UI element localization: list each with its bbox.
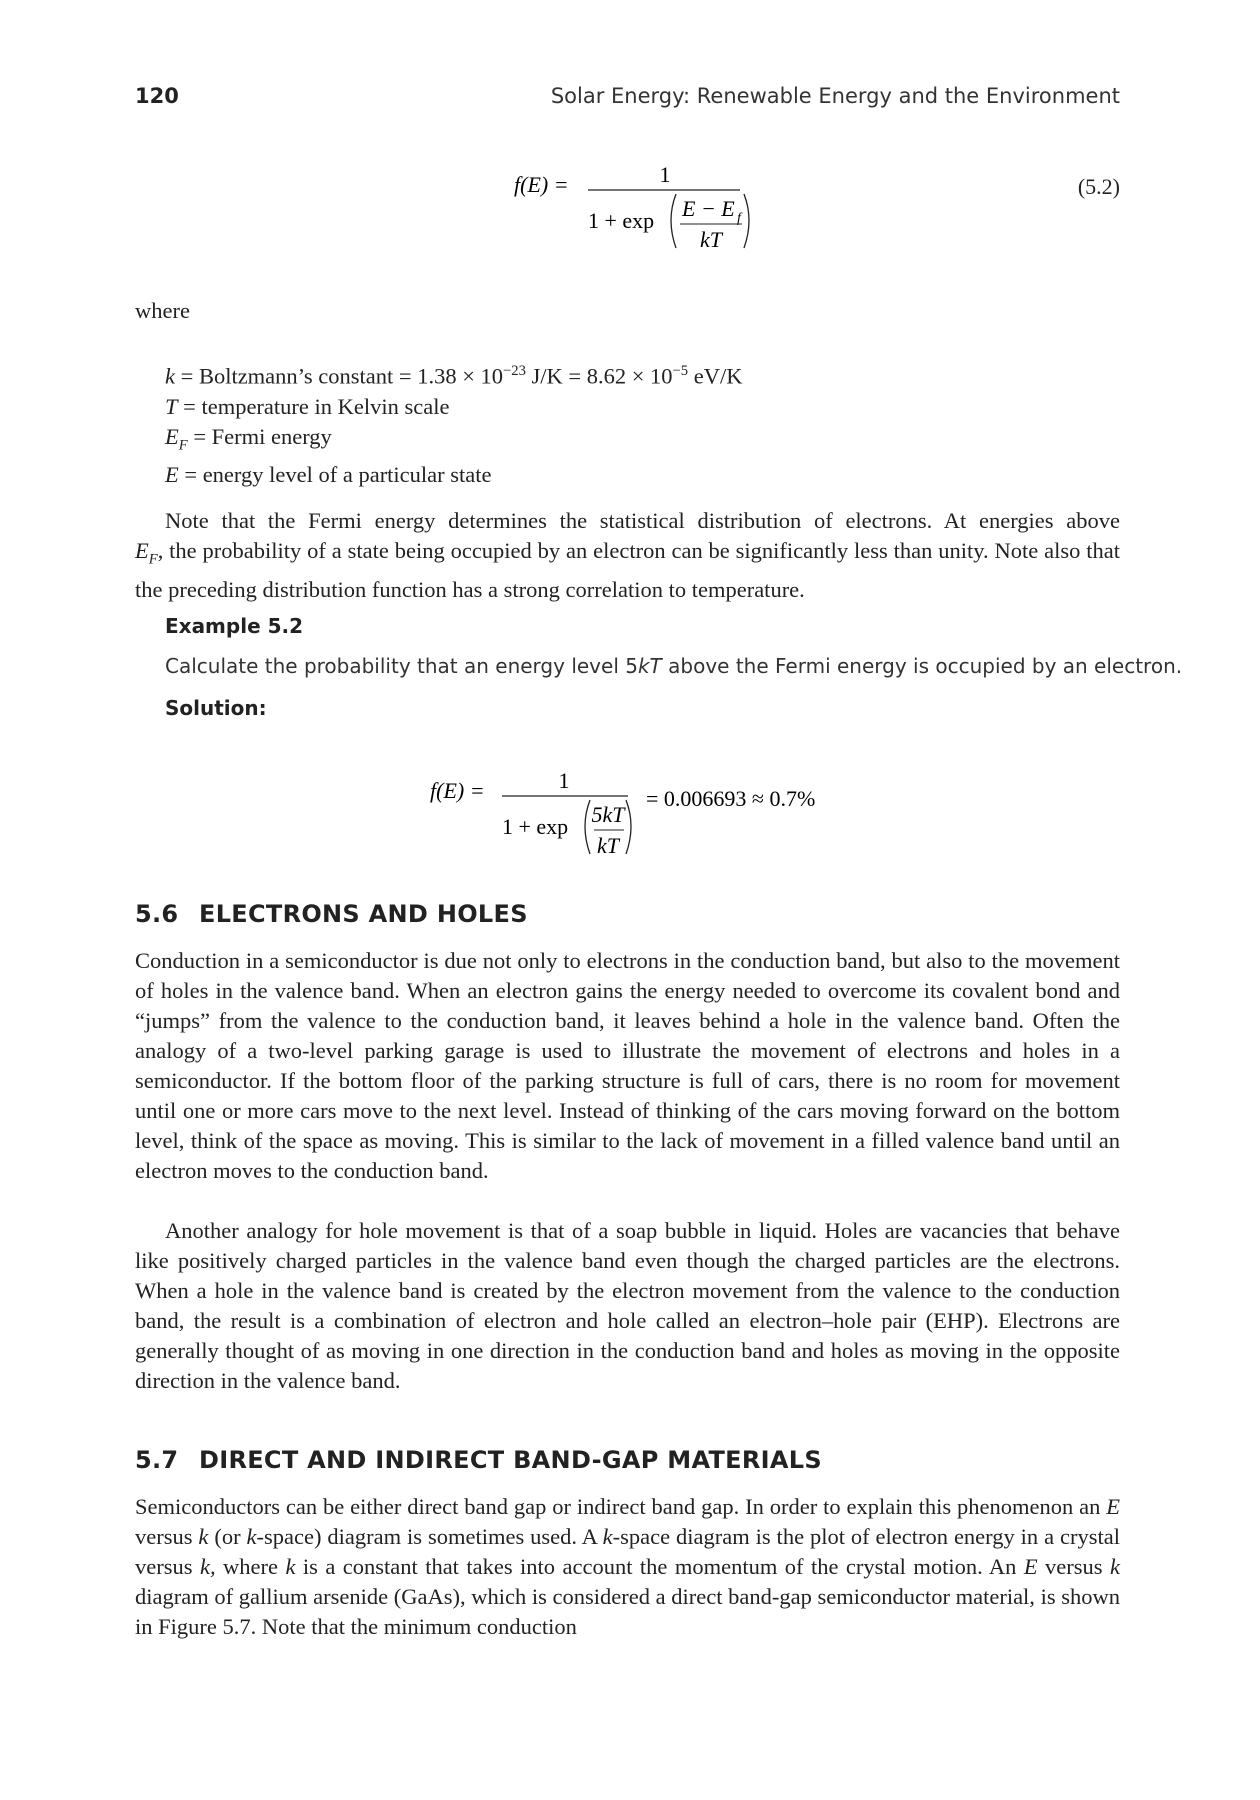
definition-e: E = energy level of a particular state (165, 462, 492, 487)
solution-label: Solution: (165, 696, 267, 720)
equation-number: (5.2) (1077, 174, 1120, 199)
eq52-inner-numerator-sub: f (737, 211, 741, 226)
running-title: Solar Energy: Renewable Energy and the Environment (550, 84, 1120, 108)
page-number: 120 (135, 84, 179, 108)
fermi-note-paragraph: Note that the Fermi energy determines the statistical distribution of electrons. At energies above $E_F$, the probability of a state being occupied by an electron can be significantly less than unity. Note also that the preceding distribution function has a strong correlation to temperature. (135, 508, 1120, 602)
section-5-7-heading: 5.7 DIRECT AND INDIRECT BAND-GAP MATERIALS (135, 1446, 822, 1474)
eq52-denominator-prefix: 1 + exp (588, 208, 655, 233)
definition-list (165, 356, 742, 490)
eq52-numerator: 1 (659, 162, 671, 187)
ex-eq-numerator: 1 (558, 768, 570, 793)
section-5-6-heading: 5.6 ELECTRONS AND HOLES (135, 900, 528, 928)
ex-eq-result: = 0.006693 ≈ 0.7% (646, 786, 816, 811)
ex-eq-lhs: f(E) = (430, 778, 485, 803)
section-5-6-paragraph-1: Conduction in a semiconductor is due not only to electrons in the conduction band, but also to the movement of holes in the valence band. When an electron gains the energy needed to overcome its covalent bond and “jumps” from the valence to the conduction band, it leaves behind a hole in the valence band. Often the analogy of a two-level parking garage is used to illustrate the movement of electrons and holes in a semiconductor. If the bottom floor of the parking structure is full of cars, there is no room for movement until one or more cars move to the next level. Instead of thinking of the cars moving forward on the bottom level, think of the space as moving. This is similar to the lack of movement in a filled valence band until an electron moves to the conduction band. (135, 948, 1120, 1183)
ex-eq-right-paren (626, 800, 631, 854)
example-title: Example 5.2 (165, 614, 304, 638)
section-5-7-paragraph: Semiconductors can be either direct band gap or indirect band gap. In order to explain this phenomenon an E versus k (or k-space) diagram is sometimes used. A k-space diagram is the plot of electron energy in a crystal versus k, where k is a constant that takes into account the momentum of the crystal motion. An E versus k diagram of gallium arsenide (GaAs), which is considered a direct band-gap semiconductor material, is shown in Figure 5.7. Note that the minimum conduction (135, 1494, 1120, 1639)
equation-5-2 (500, 150, 760, 260)
ex-eq-left-paren (585, 800, 590, 854)
example-equation (420, 758, 840, 868)
eq52-inner-numerator: E − E (682, 196, 735, 221)
ex-eq-inner-numerator: 5kT (591, 802, 625, 827)
ex-eq-denominator-prefix: 1 + exp (502, 814, 569, 839)
ex-eq-inner-denominator: kT (597, 833, 619, 858)
definition-t: T = temperature in Kelvin scale (165, 393, 450, 419)
definition-k: k = Boltzmann’s constant = $1.38 \times 10^{-23}$ $J/K = 8.62 \times 10^{-5}$ eV/K (165, 363, 743, 389)
eq52-lhs: f(E) = (514, 172, 569, 197)
example-text: Calculate the probability that an energy level 5kT above the Fermi energy is occupied by an electron. (165, 654, 1183, 678)
where-label: where (135, 298, 190, 323)
definition-ef: $E_F$ = Fermi energy (165, 423, 332, 453)
eq52-inner-denominator: kT (700, 227, 722, 252)
eq52-right-paren (744, 194, 749, 248)
section-5-6-paragraph-2: Another analogy for hole movement is that of a soap bubble in liquid. Holes are vacancies that behave like positively charged particles in the valence band even though the charged particles are the electrons. When a hole in the valence band is created by the electron movement from the valence to the conduction band, the result is a combination of electron and hole called an electron–hole pair (EHP). Electrons are generally thought of as moving in one direction in the conduction band and holes as moving in the opposite direction in the valence band. (135, 1218, 1120, 1393)
eq52-left-paren (671, 194, 676, 248)
